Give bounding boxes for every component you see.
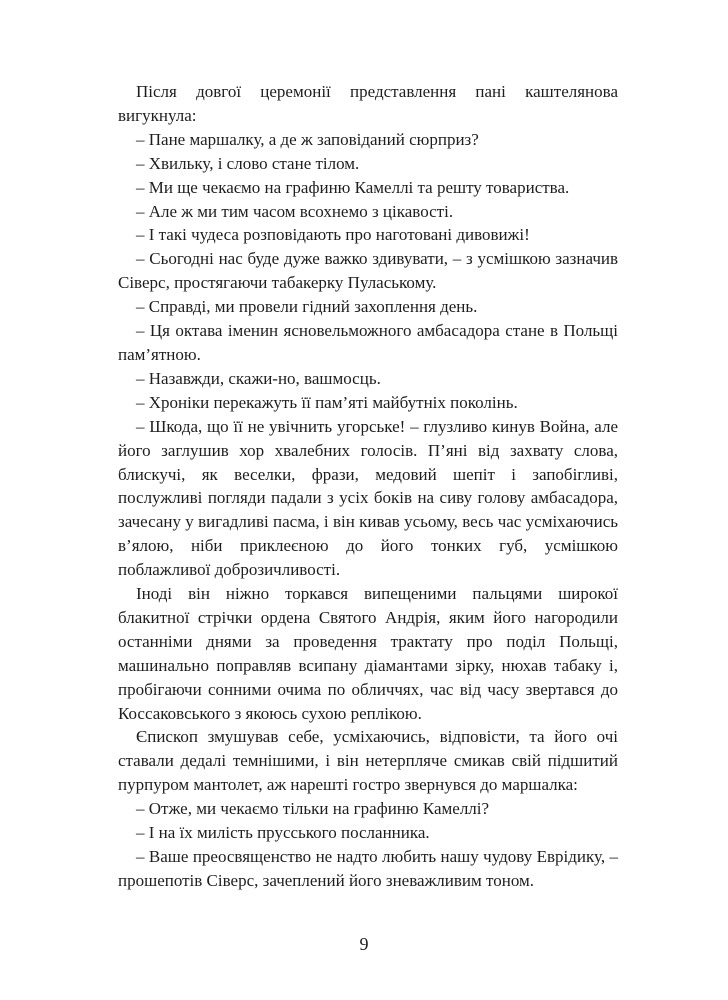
- paragraph: Єпископ змушував себе, усміхаючись, відповісти, та його очі ставали дедалі темнішими, і він нетерпляче смикав свій підшитий пурпуром мантолет, аж нарешті гостро звернувся до маршалка:: [118, 727, 618, 795]
- paragraph: – Шкода, що її не увічнить угорське! – глузливо кинув Война, але його заглушив хор хвалебних голосів. П’яні від захвату слова, блискучі, як веселки, фрази, медовий шепіт і запобігливі, послужливі погляди падали з усіх боків на сиву голову амбасадора, зачесану у вигадливі пасма, і він кивав усьому, весь час усміхаючись в’ялою, ніби приклеєною до його тонких губ, усмішкою поблажливої доброзичливості.: [118, 416, 618, 580]
- paragraph: – І на їх милість прусського посланника.: [136, 823, 430, 843]
- paragraph: – Сьогодні нас буде дуже важко здивувати, – з усмішкою зазначив Сіверс, простягаючи табакерку Пулаському.: [118, 249, 618, 293]
- paragraph: – Хвильку, і слово стане тілом.: [136, 153, 360, 173]
- paragraph: – Але ж ми тим часом всохнемо з цікавості.: [136, 201, 454, 221]
- paragraph: Після довгої церемонії представлення пані каштелянова вигукнула:: [118, 82, 618, 125]
- paragraph: – Отже, ми чекаємо тільки на графиню Камеллі?: [136, 799, 490, 819]
- paragraph: – Назавжди, скажи-но, вашмосць.: [136, 368, 381, 388]
- paragraph: – Ми ще чекаємо на графиню Камеллі та решту товариства.: [136, 177, 570, 197]
- paragraph: – Справді, ми провели гідний захоплення день.: [136, 297, 478, 317]
- paragraph: – Ця октава іменин ясновельможного амбасадора стане в Польщі пам’ятною.: [118, 321, 618, 364]
- paragraph: Іноді він ніжно торкався випещеними пальцями широкої блакитної стрічки ордена Святого Андрія, яким його нагородили останніми днями за проведення трактату про поділ Польщі, машинально поправляв всипану діамантами зірку, нюхав табаку і, пробігаючи сонними очима по обличчях, час від часу звертався до Коссаковського з якоюсь сухою реплікою.: [118, 584, 618, 723]
- page-number: 9: [359, 934, 369, 954]
- paragraph: – Пане маршалку, а де ж заповіданий сюрприз?: [136, 129, 479, 149]
- paragraph: – Хроніки перекажуть її пам’яті майбутніх поколінь.: [136, 392, 518, 412]
- paragraph: – Ваше преосвященство не надто любить нашу чудову Еврідику, – прошепотів Сіверс, зачеплений його зневажливим тоном.: [118, 847, 618, 890]
- page-body: [118, 80, 618, 893]
- paragraph: – І такі чудеса розповідають про наготовані дивовижі!: [136, 225, 530, 245]
